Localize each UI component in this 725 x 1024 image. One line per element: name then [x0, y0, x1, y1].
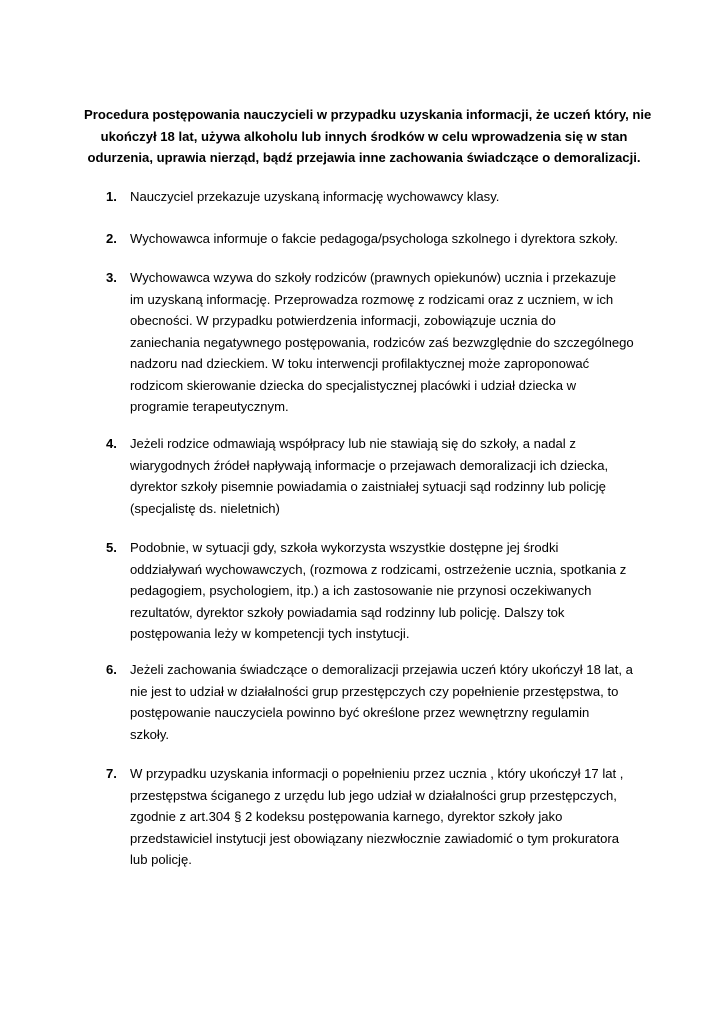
item-text: [130, 763, 670, 871]
item-line: nadzoru nad dzieckiem. W toku interwencji profilaktycznej może zaproponować: [130, 356, 590, 371]
title-line: Procedura postępowania nauczycieli w przypadku uzyskania informacji, że uczeń który, nie: [84, 107, 652, 122]
item-line: nie jest to udział w działalności grup przestępczych czy popełnienie przestępstwa, to: [130, 683, 619, 699]
item-line: przedstawiciel instytucji jest obowiązany niezwłocznie zawiadomić o tym prokuratora: [130, 830, 620, 846]
title-line: ukończył 18 lat, używa alkoholu lub innych środków w celu wprowadzenia się w stan: [100, 128, 628, 144]
item-number: 3.: [106, 270, 117, 285]
item-text: [130, 433, 670, 519]
item-line: rodzicom skierowanie dziecka do specjalistycznej placówki i udział dziecka w: [130, 377, 577, 393]
title-line: odurzenia, uprawia nierząd, bądź przejawia inne zachowania świadczące o demoralizacji.: [87, 150, 641, 165]
item-line: (specjalistę ds. nieletnich): [130, 500, 280, 516]
item-line: W przypadku uzyskania informacji o popełnieniu przez ucznia , który ukończył 17 lat ,: [130, 766, 624, 781]
item-line: im uzyskaną informację. Przeprowadza rozmowę z rodzicami oraz z uczniem, w ich: [130, 291, 614, 307]
item-line: szkoły.: [130, 726, 170, 742]
item-number: 2.: [106, 231, 117, 246]
item-line: Podobnie, w sytuacji gdy, szkoła wykorzysta wszystkie dostępne jej środki: [130, 540, 559, 555]
item-text: [130, 659, 670, 745]
item-line: pedagogiem, psychologiem, itp.) a ich zastosowanie nie przynosi oczekiwanych: [130, 583, 592, 598]
item-line: zaniechania negatywnego postępowania, rodziców zaś bezwzględnie do szczególnego: [130, 334, 634, 350]
item-text: [130, 267, 670, 418]
item-line: obecności. W przypadku potwierdzenia informacji, zobowiązuje ucznia do: [130, 313, 556, 328]
item-number: 1.: [106, 189, 117, 204]
item-line: zgodnie z art.304 § 2 kodeksu postępowania karnego, dyrektor szkoły jako: [130, 809, 563, 824]
item-line: programie terapeutycznym.: [130, 399, 289, 414]
item-text: [130, 186, 670, 208]
item-number: 7.: [106, 766, 117, 781]
item-line: przestępstwa ściganego z urzędu lub jego udział w działalności grup przestępczych,: [130, 787, 617, 803]
item-line: Nauczyciel przekazuje uzyskaną informację wychowawcy klasy.: [130, 189, 500, 204]
item-number: 5.: [106, 540, 117, 555]
item-line: Wychowawca informuje o fakcie pedagoga/psychologa szkolnego i dyrektora szkoły.: [130, 231, 618, 246]
item-line: Jeżeli zachowania świadczące o demoralizacji przejawia uczeń który ukończył 18 lat, a: [130, 662, 633, 677]
item-line: lub policję.: [130, 852, 192, 867]
item-text: [130, 228, 670, 250]
item-line: rezultatów, dyrektor szkoły powiadamia sąd rodzinny lub policję. Dalszy tok: [130, 604, 565, 620]
item-line: postępowanie nauczyciela powinno być określone przez wewnętrzny regulamin: [130, 705, 590, 720]
item-number: 4.: [106, 436, 117, 451]
item-line: dyrektor szkoły pisemnie powiadamia o zaistniałej sytuacji sąd rodzinny lub policję: [130, 479, 606, 494]
item-line: Jeżeli rodzice odmawiają współpracy lub nie stawiają się do szkoły, a nadal z: [130, 436, 576, 451]
item-number: 6.: [106, 662, 117, 677]
item-line: Wychowawca wzywa do szkoły rodziców (prawnych opiekunów) ucznia i przekazuje: [130, 270, 617, 285]
document-title: [84, 104, 652, 169]
item-text: [130, 537, 670, 645]
item-line: wiarygodnych źródeł napływają informacje o przejawach demoralizacji ich dziecka,: [130, 457, 609, 473]
item-line: postępowania leży w kompetencji tych instytucji.: [130, 626, 410, 641]
item-line: oddziaływań wychowawczych, (rozmowa z rodzicami, ostrzeżenie ucznia, spotkania z: [130, 561, 627, 577]
